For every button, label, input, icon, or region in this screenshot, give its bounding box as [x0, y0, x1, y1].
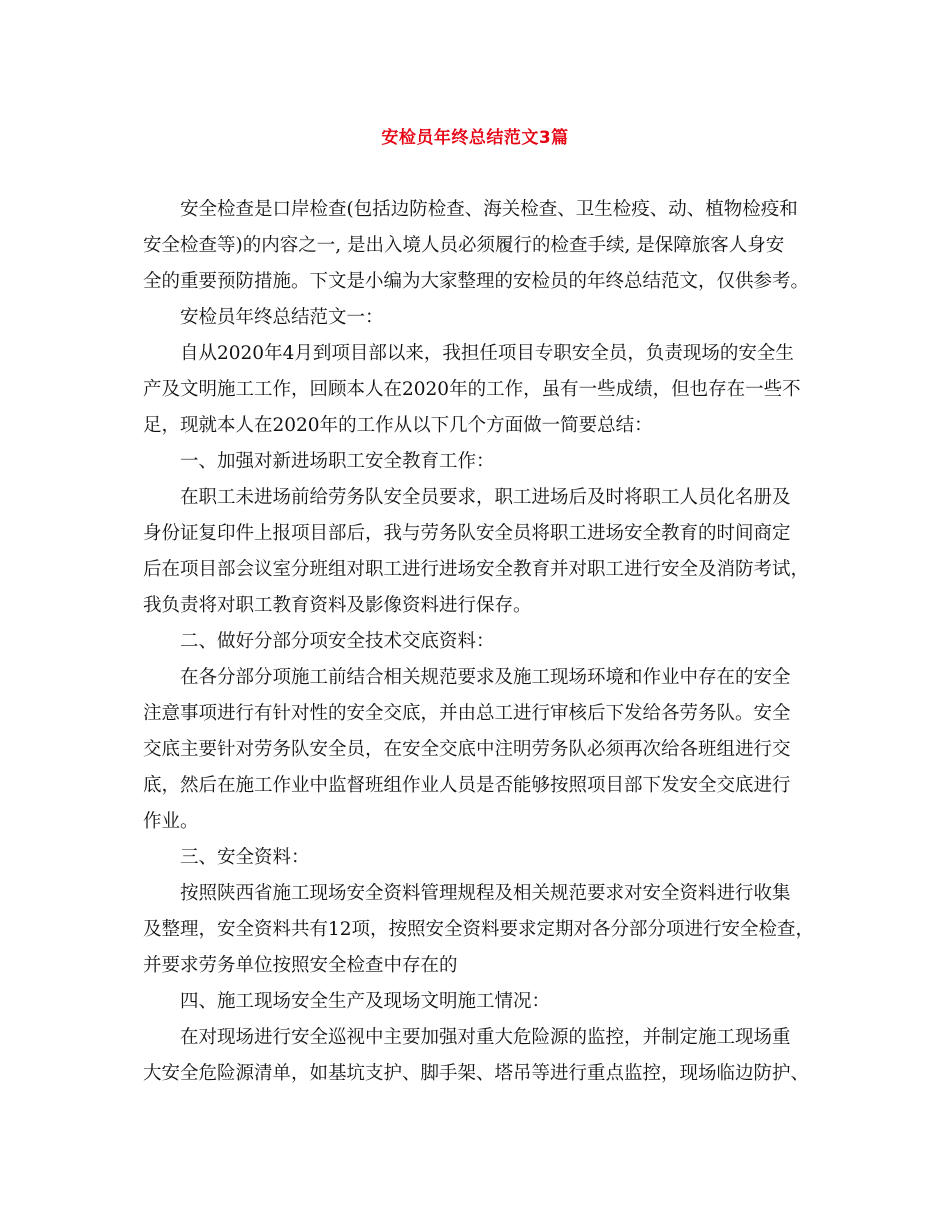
section-heading: 一、加强对新进场职工安全教育工作：	[180, 451, 495, 472]
paragraph-line: 足，现就本人在2020年的工作从以下几个方面做一简要总结：	[143, 415, 653, 436]
paragraph-line: 及整理，安全资料共有12项，按照安全资料要求定期对各分部分项进行安全检查，	[143, 919, 815, 940]
paragraph-line: 安全检查是口岸检查(包括边防检查、海关检查、卫生检疫、动、植物检疫和	[180, 199, 798, 220]
section-heading: 三、安全资料：	[180, 847, 310, 868]
paragraph-line: 产及文明施工工作，回顾本人在2020年的工作，虽有一些成绩，但也存在一些不	[143, 379, 801, 400]
paragraph-line: 交底主要针对劳务队安全员，在安全交底中注明劳务队必须再次给各班组进行交	[143, 739, 791, 760]
paragraph-line: 全的重要预防措施。下文是小编为大家整理的安检员的年终总结范文，仅供参考。	[143, 271, 810, 292]
paragraph-line: 底，然后在施工作业中监督班组作业人员是否能够按照项目部下发安全交底进行	[143, 775, 791, 796]
document-title: 安检员年终总结范文3篇	[381, 128, 569, 148]
paragraph-line: 我负责将对职工教育资料及影像资料进行保存。	[143, 595, 532, 616]
paragraph-line: 自从2020年4月到项目部以来，我担任项目专职安全员，负责现场的安全生	[180, 343, 794, 364]
section-heading: 二、做好分部分项安全技术交底资料：	[180, 631, 495, 652]
paragraph-line: 并要求劳务单位按照安全检查中存在的	[143, 955, 458, 976]
paragraph-line: 后在项目部会议室分班组对职工进行进场安全教育并对职工进行安全及消防考试，	[143, 559, 810, 580]
section-heading: 四、施工现场安全生产及现场文明施工情况：	[180, 991, 551, 1012]
paragraph-line: 在职工未进场前给劳务队安全员要求，职工进场后及时将职工人员化名册及	[180, 487, 791, 508]
section-heading: 安检员年终总结范文一：	[180, 307, 384, 328]
paragraph-line: 在各分部分项施工前结合相关规范要求及施工现场环境和作业中存在的安全	[180, 667, 791, 688]
paragraph-line: 大安全危险源清单，如基坑支护、脚手架、塔吊等进行重点监控，现场临边防护、	[143, 1063, 810, 1084]
paragraph-line: 按照陕西省施工现场安全资料管理规程及相关规范要求对安全资料进行收集	[180, 883, 791, 904]
paragraph-line: 作业。	[143, 811, 199, 832]
paragraph-line: 安全检查等)的内容之一, 是出入境人员必须履行的检查手续, 是保障旅客人身安	[143, 235, 785, 256]
paragraph-line: 在对现场进行安全巡视中主要加强对重大危险源的监控，并制定施工现场重	[180, 1027, 791, 1048]
paragraph-line: 身份证复印件上报项目部后，我与劳务队安全员将职工进场安全教育的时间商定	[143, 523, 791, 544]
paragraph-line: 注意事项进行有针对性的安全交底，并由总工进行审核后下发给各劳务队。安全	[143, 703, 791, 724]
